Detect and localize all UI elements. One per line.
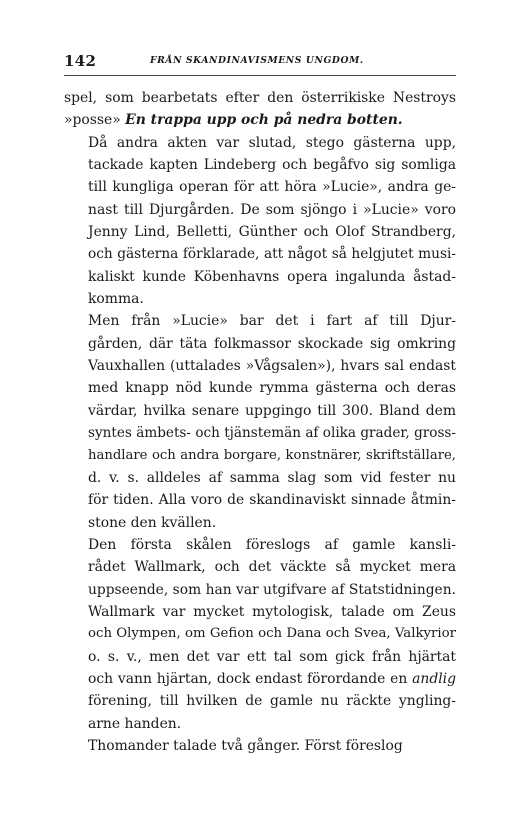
text-line xyxy=(64,288,456,310)
text-line xyxy=(64,556,456,578)
text-line xyxy=(64,579,456,601)
text-run: »posse» xyxy=(64,112,126,129)
text-run: nast till Djurgården. De som sjöngo i »Lucie» voro xyxy=(88,201,456,218)
text-line xyxy=(64,489,456,511)
text-line xyxy=(64,534,456,556)
text-run: syntes ämbets- och tjänstemän af olika grader, gross- xyxy=(88,425,456,442)
text-run: gården, där täta folkmassor skockade sig omkring xyxy=(88,335,456,352)
paragraph xyxy=(64,735,456,757)
text-line xyxy=(64,713,456,735)
paragraph xyxy=(64,534,456,735)
text-run: arne handen. xyxy=(88,715,182,732)
text-run: Då andra akten var slutad, stego gästerna upp, xyxy=(88,134,456,151)
paragraph xyxy=(64,132,456,311)
body-text xyxy=(64,87,456,757)
paragraph xyxy=(64,310,456,533)
running-title: FRÅN SKANDINAVISMENS UNGDOM. xyxy=(150,55,364,66)
text-line xyxy=(64,400,456,422)
text-run: och vann hjärtan, dock endast förordande en xyxy=(88,670,413,687)
text-line xyxy=(64,355,456,377)
text-run: o. s. v., men det var ett tal som gick från hjärtat xyxy=(88,648,456,665)
text-line xyxy=(64,422,456,444)
text-line xyxy=(64,199,456,221)
text-line xyxy=(64,333,456,355)
text-line xyxy=(64,467,456,489)
text-line xyxy=(64,87,456,109)
text-run: handlare och andra borgare, konstnärer, skriftställare, xyxy=(88,447,456,463)
emphasized-text: andlig xyxy=(412,670,456,687)
text-run: med knapp nöd kunde rymma gästerna och deras xyxy=(88,380,456,397)
text-run: och gästerna förklarade, att något så helgjutet musi- xyxy=(88,246,456,263)
text-run: Wallmark var mycket mytologisk, talade om Zeus xyxy=(88,603,456,620)
text-line xyxy=(64,623,456,645)
text-line xyxy=(64,735,456,757)
text-run: stone den kvällen. xyxy=(88,514,217,531)
text-run: Jenny Lind, Belletti, Günther och Olof Strandberg, xyxy=(88,224,456,241)
text-run: rådet Wallmark, och det väckte så mycket mera xyxy=(88,559,456,576)
text-line xyxy=(64,266,456,288)
text-run: kaliskt kunde Köbenhavns opera ingalunda åstad- xyxy=(88,268,456,285)
text-run: uppseende, som han var utgifvare af Statstidningen. xyxy=(88,581,456,598)
text-line xyxy=(64,445,456,467)
text-run: Men från »Lucie» bar det i fart af till Djur- xyxy=(88,313,456,330)
text-line xyxy=(64,601,456,623)
text-line xyxy=(64,310,456,332)
text-run: Den första skålen föreslogs af gamle kansli- xyxy=(88,536,456,553)
text-line xyxy=(64,154,456,176)
page-number: 142 xyxy=(64,52,97,70)
text-line xyxy=(64,132,456,154)
text-run: spel, som bearbetats efter den österrikiske Nestroys xyxy=(64,90,456,106)
text-run: till kungliga operan för att höra »Lucie», andra ge- xyxy=(88,179,456,196)
paragraph xyxy=(64,87,456,132)
text-run: för tiden. Alla voro de skandinaviskt sinnade åtmin- xyxy=(88,492,456,509)
text-line xyxy=(64,646,456,668)
header-rule xyxy=(64,75,456,76)
running-header xyxy=(64,50,456,72)
text-line xyxy=(64,221,456,243)
text-run: Vauxhallen (uttalades »Vågsalen»), hvars sal endast xyxy=(88,358,456,375)
text-run: värdar, hvilka senare uppgingo till 300. Bland dem xyxy=(88,402,456,419)
text-line xyxy=(64,377,456,399)
emphasized-text: En trappa upp och på nedra botten. xyxy=(125,112,403,129)
text-run: förening, till hvilken de gamle nu räckte yngling- xyxy=(88,693,456,710)
text-run: d. v. s. alldeles af samma slag som vid fester nu xyxy=(88,469,456,486)
text-run: Thomander talade två gånger. Först föreslog xyxy=(88,737,403,754)
text-run: tackade kapten Lindeberg och begåfvo sig somliga xyxy=(88,157,456,174)
text-line xyxy=(64,512,456,534)
text-line xyxy=(64,690,456,712)
text-line xyxy=(64,243,456,265)
text-run: komma. xyxy=(88,291,144,308)
text-line xyxy=(64,668,456,690)
text-run: och Olympen, om Gefion och Dana och Svea, Valkyrior xyxy=(88,626,456,642)
text-line xyxy=(64,109,456,131)
text-line xyxy=(64,176,456,198)
